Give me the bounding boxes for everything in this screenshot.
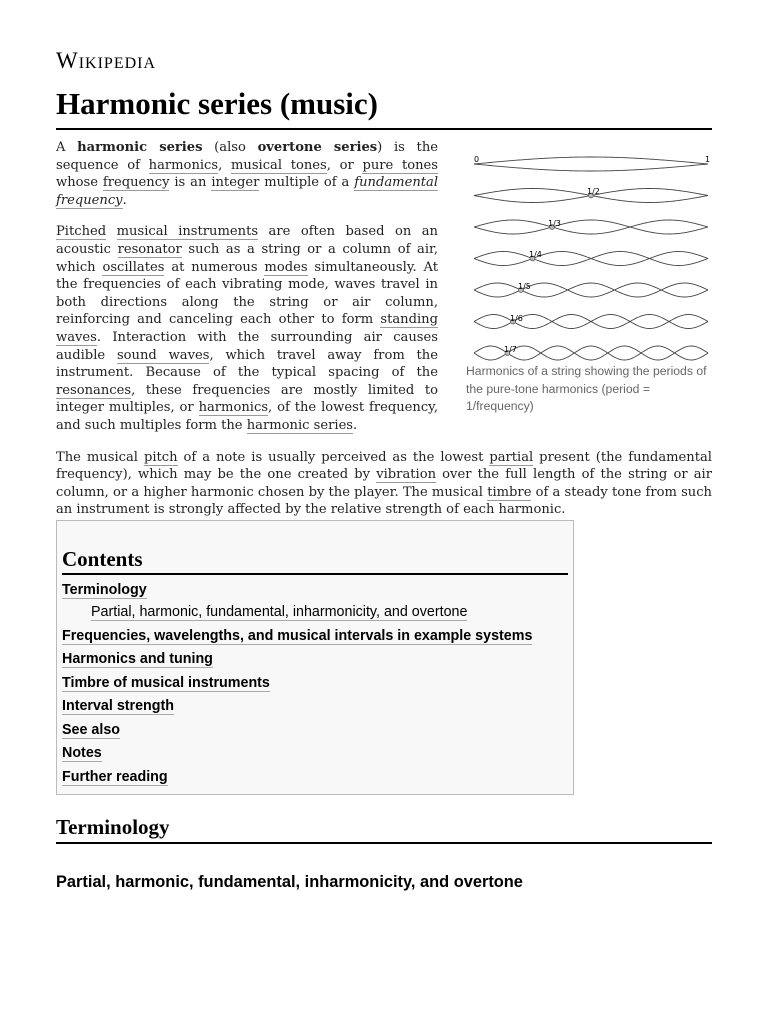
- label-1-7: 1/7: [504, 345, 517, 354]
- link-timbre[interactable]: timbre: [487, 484, 532, 500]
- toc-item-timbre[interactable]: Timbre of musical instruments: [62, 674, 270, 691]
- label-0: 0: [474, 155, 480, 164]
- page-title: Harmonic series (music): [56, 84, 712, 130]
- harmonic-3-envelope: [474, 220, 708, 234]
- link-harmonics-2[interactable]: harmonics: [198, 400, 269, 416]
- link-pitched[interactable]: Pitched: [56, 224, 107, 240]
- toc-title: Contents: [62, 547, 568, 575]
- harmonic-1-envelope: [474, 155, 711, 164]
- link-integer[interactable]: integer: [211, 175, 260, 191]
- label-1-5: 1/5: [518, 282, 531, 291]
- toc-item-terminology[interactable]: Terminology: [62, 582, 147, 598]
- toc-item-notes[interactable]: Notes: [62, 745, 102, 761]
- link-vibration[interactable]: vibration: [376, 467, 437, 483]
- link-fundamental-frequency[interactable]: fundamental frequency: [56, 175, 439, 208]
- harmonic-3-envelope: [474, 220, 708, 234]
- link-standing-waves[interactable]: standing waves: [56, 312, 438, 345]
- harmonic-4-envelope: [474, 252, 708, 266]
- intro-paragraph-3: The musical pitch of a note is usually perceived as the lowest partial present (the fundamental frequency), which may be the one created by vibration over the full length of the string or air column, or a higher harmonic chosen by the player. The musical timbre of a steady tone from such an instrument is strongly affected by the relative strength of each harmonic.: [56, 449, 713, 518]
- article-body: [56, 139, 712, 533]
- string-harmonics-diagram[interactable]: [462, 139, 712, 361]
- link-harmonics[interactable]: harmonics: [148, 157, 219, 173]
- harmonics-figure: [462, 139, 712, 416]
- link-sound-waves[interactable]: sound waves: [116, 347, 210, 363]
- toc-subitem-partial-harmonic[interactable]: Partial, harmonic, fundamental, inharmonicity, and overtone: [91, 603, 468, 620]
- intro-paragraph-2: Pitched musical instruments are often based on an acoustic resonator such as a string or a column of air, which oscillates at numerous modes simultaneously. At the frequencies of each vibrating mode, waves travel in both directions along the string or air column, reinforcing and canceling each other to form standing waves. Interaction with the surrounding air causes audible sound waves, which travel away from the instrument. Because of the typical spacing of the resonances, these frequencies are mostly limited to integer multiples, or harmonics, of the lowest frequency, and such multiples form the harmonic series.: [56, 224, 439, 433]
- label-1-4: 1/4: [529, 250, 542, 259]
- harmonic-1-envelope: [474, 164, 708, 171]
- link-frequency[interactable]: frequency: [102, 175, 170, 191]
- wikipedia-wordmark[interactable]: Wikipedia: [56, 48, 157, 73]
- toc-item-harmonics-tuning[interactable]: Harmonics and tuning: [62, 651, 213, 667]
- section-heading-terminology: Terminology: [56, 812, 712, 844]
- label-1-6: 1/6: [510, 314, 523, 323]
- subsection-heading-partial: Partial, harmonic, fundamental, inharmonicity, and overtone: [56, 873, 523, 891]
- toc-item-frequencies[interactable]: Frequencies, wavelengths, and musical intervals in example systems: [62, 627, 533, 644]
- toc-item-further-reading[interactable]: Further reading: [62, 768, 168, 785]
- link-pure-tones[interactable]: pure tones: [362, 157, 438, 173]
- intro-paragraph-1: A harmonic series (also overtone series) is the sequence of harmonics, musical tones, or pure tones whose frequency is an integer multiple of a fundamental frequency.: [56, 140, 439, 208]
- link-partial[interactable]: partial: [489, 449, 534, 465]
- label-1-3: 1/3: [548, 219, 561, 228]
- toc-item-interval-strength[interactable]: Interval strength: [62, 698, 175, 714]
- link-musical-tones[interactable]: musical tones: [230, 157, 327, 173]
- link-harmonic-series[interactable]: harmonic series: [246, 417, 354, 433]
- link-pitch[interactable]: pitch: [143, 449, 178, 465]
- toc-item-see-also[interactable]: See also: [62, 721, 121, 738]
- label-1: 1: [705, 155, 711, 164]
- link-oscillates[interactable]: oscillates: [102, 259, 165, 275]
- link-musical-instruments[interactable]: musical instruments: [116, 224, 259, 240]
- label-1-2: 1/2: [587, 187, 600, 196]
- table-of-contents: [56, 520, 574, 795]
- link-resonator[interactable]: resonator: [117, 241, 182, 257]
- figure-caption: Harmonics of a string showing the periods of the pure-tone harmonics (period = 1/frequency): [466, 364, 707, 413]
- link-modes[interactable]: modes: [264, 259, 308, 275]
- link-resonances[interactable]: resonances: [56, 382, 132, 398]
